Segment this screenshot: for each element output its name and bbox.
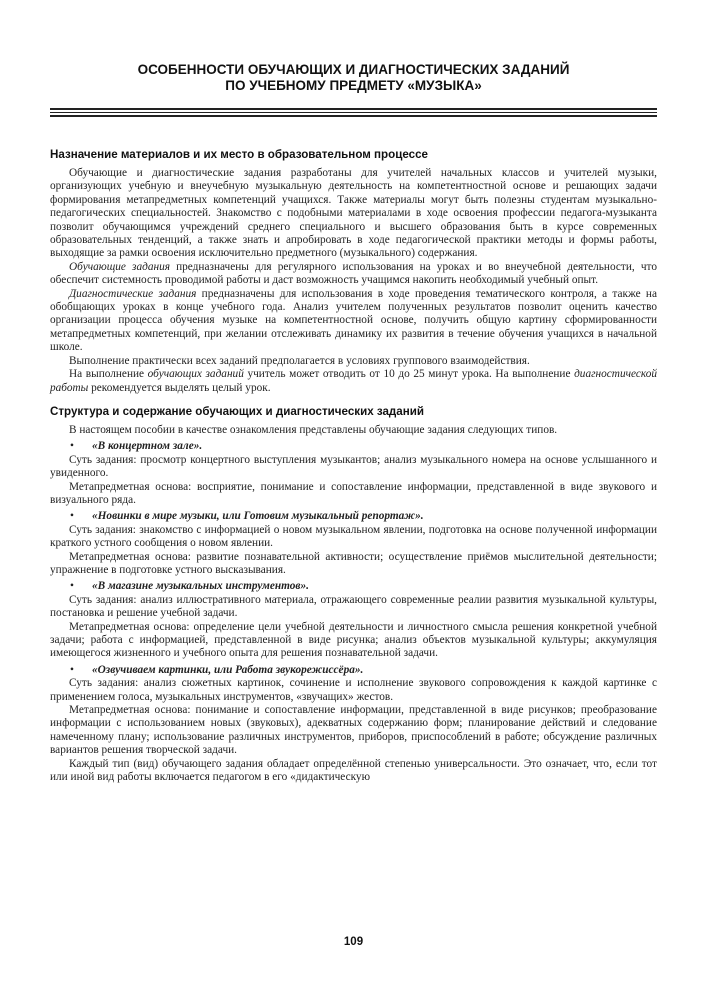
task-essence: Суть задания: анализ иллюстративного материала, отражающего современные реалии развития музыкальной культуры, постановка и решение учебной задачи. — [50, 593, 657, 620]
task-type-bullet — [50, 664, 657, 677]
task-type-title: «Озвучиваем картинки, или Работа звукорежиссёра». — [92, 663, 364, 676]
paragraph-text: учитель может отводить от 10 до 25 минут урока. На выполнение — [243, 368, 575, 381]
task-essence: Суть задания: анализ сюжетных картинок, сочинение и исполнение звукового сопровождения к каждой картинке с применением голоса, музыкальных инструментов, «звучащих» жестов. — [50, 677, 657, 703]
task-essence: Суть задания: знакомство с информацией о новом музыкальном явлении, подготовка на основе полученной информации краткого устного сообщения о новом явлении. — [50, 523, 657, 550]
task-meta-basis: Метапредметная основа: развитие познавательной активности; осуществление приёмов мыслительной деятельности; упражнение в подготовке устного высказывания. — [50, 550, 657, 576]
emphasis: Диагностические задания — [69, 287, 197, 300]
title-rule-top — [50, 108, 657, 110]
paragraph-text: предназначены для использования в ходе проведения тематического контроля, а также на обобщающих уроках в конце учебного года. Анализ учителем полученных результатов позволит оценить качество организации процесса обучения музыке на компетентностной основе, получить общую картину сформированности метапредметных компетенций, при желании отслеживать динамику их развития в течение обучения учащихся в начальной школе. — [50, 287, 657, 354]
bullet-icon: • — [70, 440, 74, 453]
task-type-bullet — [50, 510, 657, 523]
page-title-line-2: ПО УЧЕБНОМУ ПРЕДМЕТУ «МУЗЫКА» — [225, 78, 482, 93]
bullet-icon: • — [70, 510, 74, 523]
section-heading-structure: Структура и содержание обучающих и диагностических заданий — [50, 404, 424, 418]
page-title-line-1: ОСОБЕННОСТИ ОБУЧАЮЩИХ И ДИАГНОСТИЧЕСКИХ ЗАДАНИЙ — [137, 62, 570, 77]
paragraph: Выполнение практически всех заданий предполагается в условиях группового взаимодействия. — [69, 354, 530, 367]
task-meta-basis: Метапредметная основа: восприятие, понимание и сопоставление информации, представленной в виде звукового и визуального ряда. — [50, 480, 657, 506]
task-type-title: «Новинки в мире музыки, или Готовим музыкальный репортаж». — [92, 510, 424, 523]
paragraph-text: предназначены для регулярного использования на уроках и во внеучебной деятельности, что обеспечит системность проводимой работы и даст возможность учащимся накопить необходимый учебный опыт. — [50, 260, 657, 287]
paragraph-text: рекомендуется выделять целый урок. — [88, 381, 271, 394]
task-essence: Суть задания: просмотр концертного выступления музыкантов; анализ музыкального номера на основе услышанного и увиденного. — [50, 453, 657, 480]
task-type-title: «В магазине музыкальных инструментов». — [92, 580, 309, 593]
title-rule-bottom — [50, 115, 657, 117]
emphasis: диагностической работы — [50, 368, 658, 394]
bullet-icon: • — [70, 580, 74, 593]
task-type-bullet — [50, 440, 657, 453]
paragraph — [50, 288, 657, 355]
paragraph — [50, 261, 657, 288]
task-type-title: «В концертном зале». — [92, 440, 203, 453]
title-rule-middle — [50, 112, 657, 113]
task-meta-basis: Метапредметная основа: понимание и сопоставление информации, представленной в виде рисунков; преобразование информации с использованием новых (звуковых), адекватных содержанию форм; планирование действий и следование намеченному плану; использование различных инструментов, приборов, приспособлений в работе; обсуждение различных вариантов решения творческой задачи. — [50, 704, 657, 757]
paragraph-text: На выполнение — [69, 368, 148, 381]
page-title — [60, 62, 647, 94]
paragraph — [50, 368, 657, 395]
emphasis: обучающих заданий — [147, 368, 244, 381]
paragraph: Каждый тип (вид) обучающего задания обладает определённой степенью универсальности. Это означает, что, если тот или иной вид работы включается педагогом в его «дидактическую — [50, 757, 657, 784]
task-type-bullet — [50, 580, 657, 593]
page-number: 109 — [343, 936, 364, 948]
paragraph: В настоящем пособии в качестве ознакомления представлены обучающие задания следующих типов. — [69, 423, 558, 436]
paragraph: Обучающие и диагностические задания разработаны для учителей начальных классов и учителей музыки, организующих учебную и внеучебную музыкальную деятельность на компетентностной основе и решающих задачи формирования метапредметных компетенций учащихся. Также материалы могут быть полезны студентам музыкально-педагогических специальностей. Знакомство с подобными материалами в ходе освоения профессии педагога-музыканта позволит обучающимся учреждений среднего специального и высшего образования быть в курсе современных образовательных тенденций, а также знать и апробировать в ходе педагогической практики методы и формы работы, выходящие за рамки освоения исключительно предметного (музыкального) содержания. — [50, 167, 657, 260]
emphasis: Обучающие задания — [69, 260, 170, 273]
section-heading-purpose: Назначение материалов и их место в образовательном процессе — [50, 148, 428, 161]
bullet-icon: • — [70, 663, 74, 676]
task-meta-basis: Метапредметная основа: определение цели учебной деятельности и личностного смысла решения конкретной учебной задачи; работа с информацией, представленной в виде рисунка; анализ объектов музыкальной культуры; аккумуляция имеющегося жизненного и учебного опыта для решения познавательной задачи. — [50, 620, 657, 660]
page-body — [50, 148, 657, 784]
